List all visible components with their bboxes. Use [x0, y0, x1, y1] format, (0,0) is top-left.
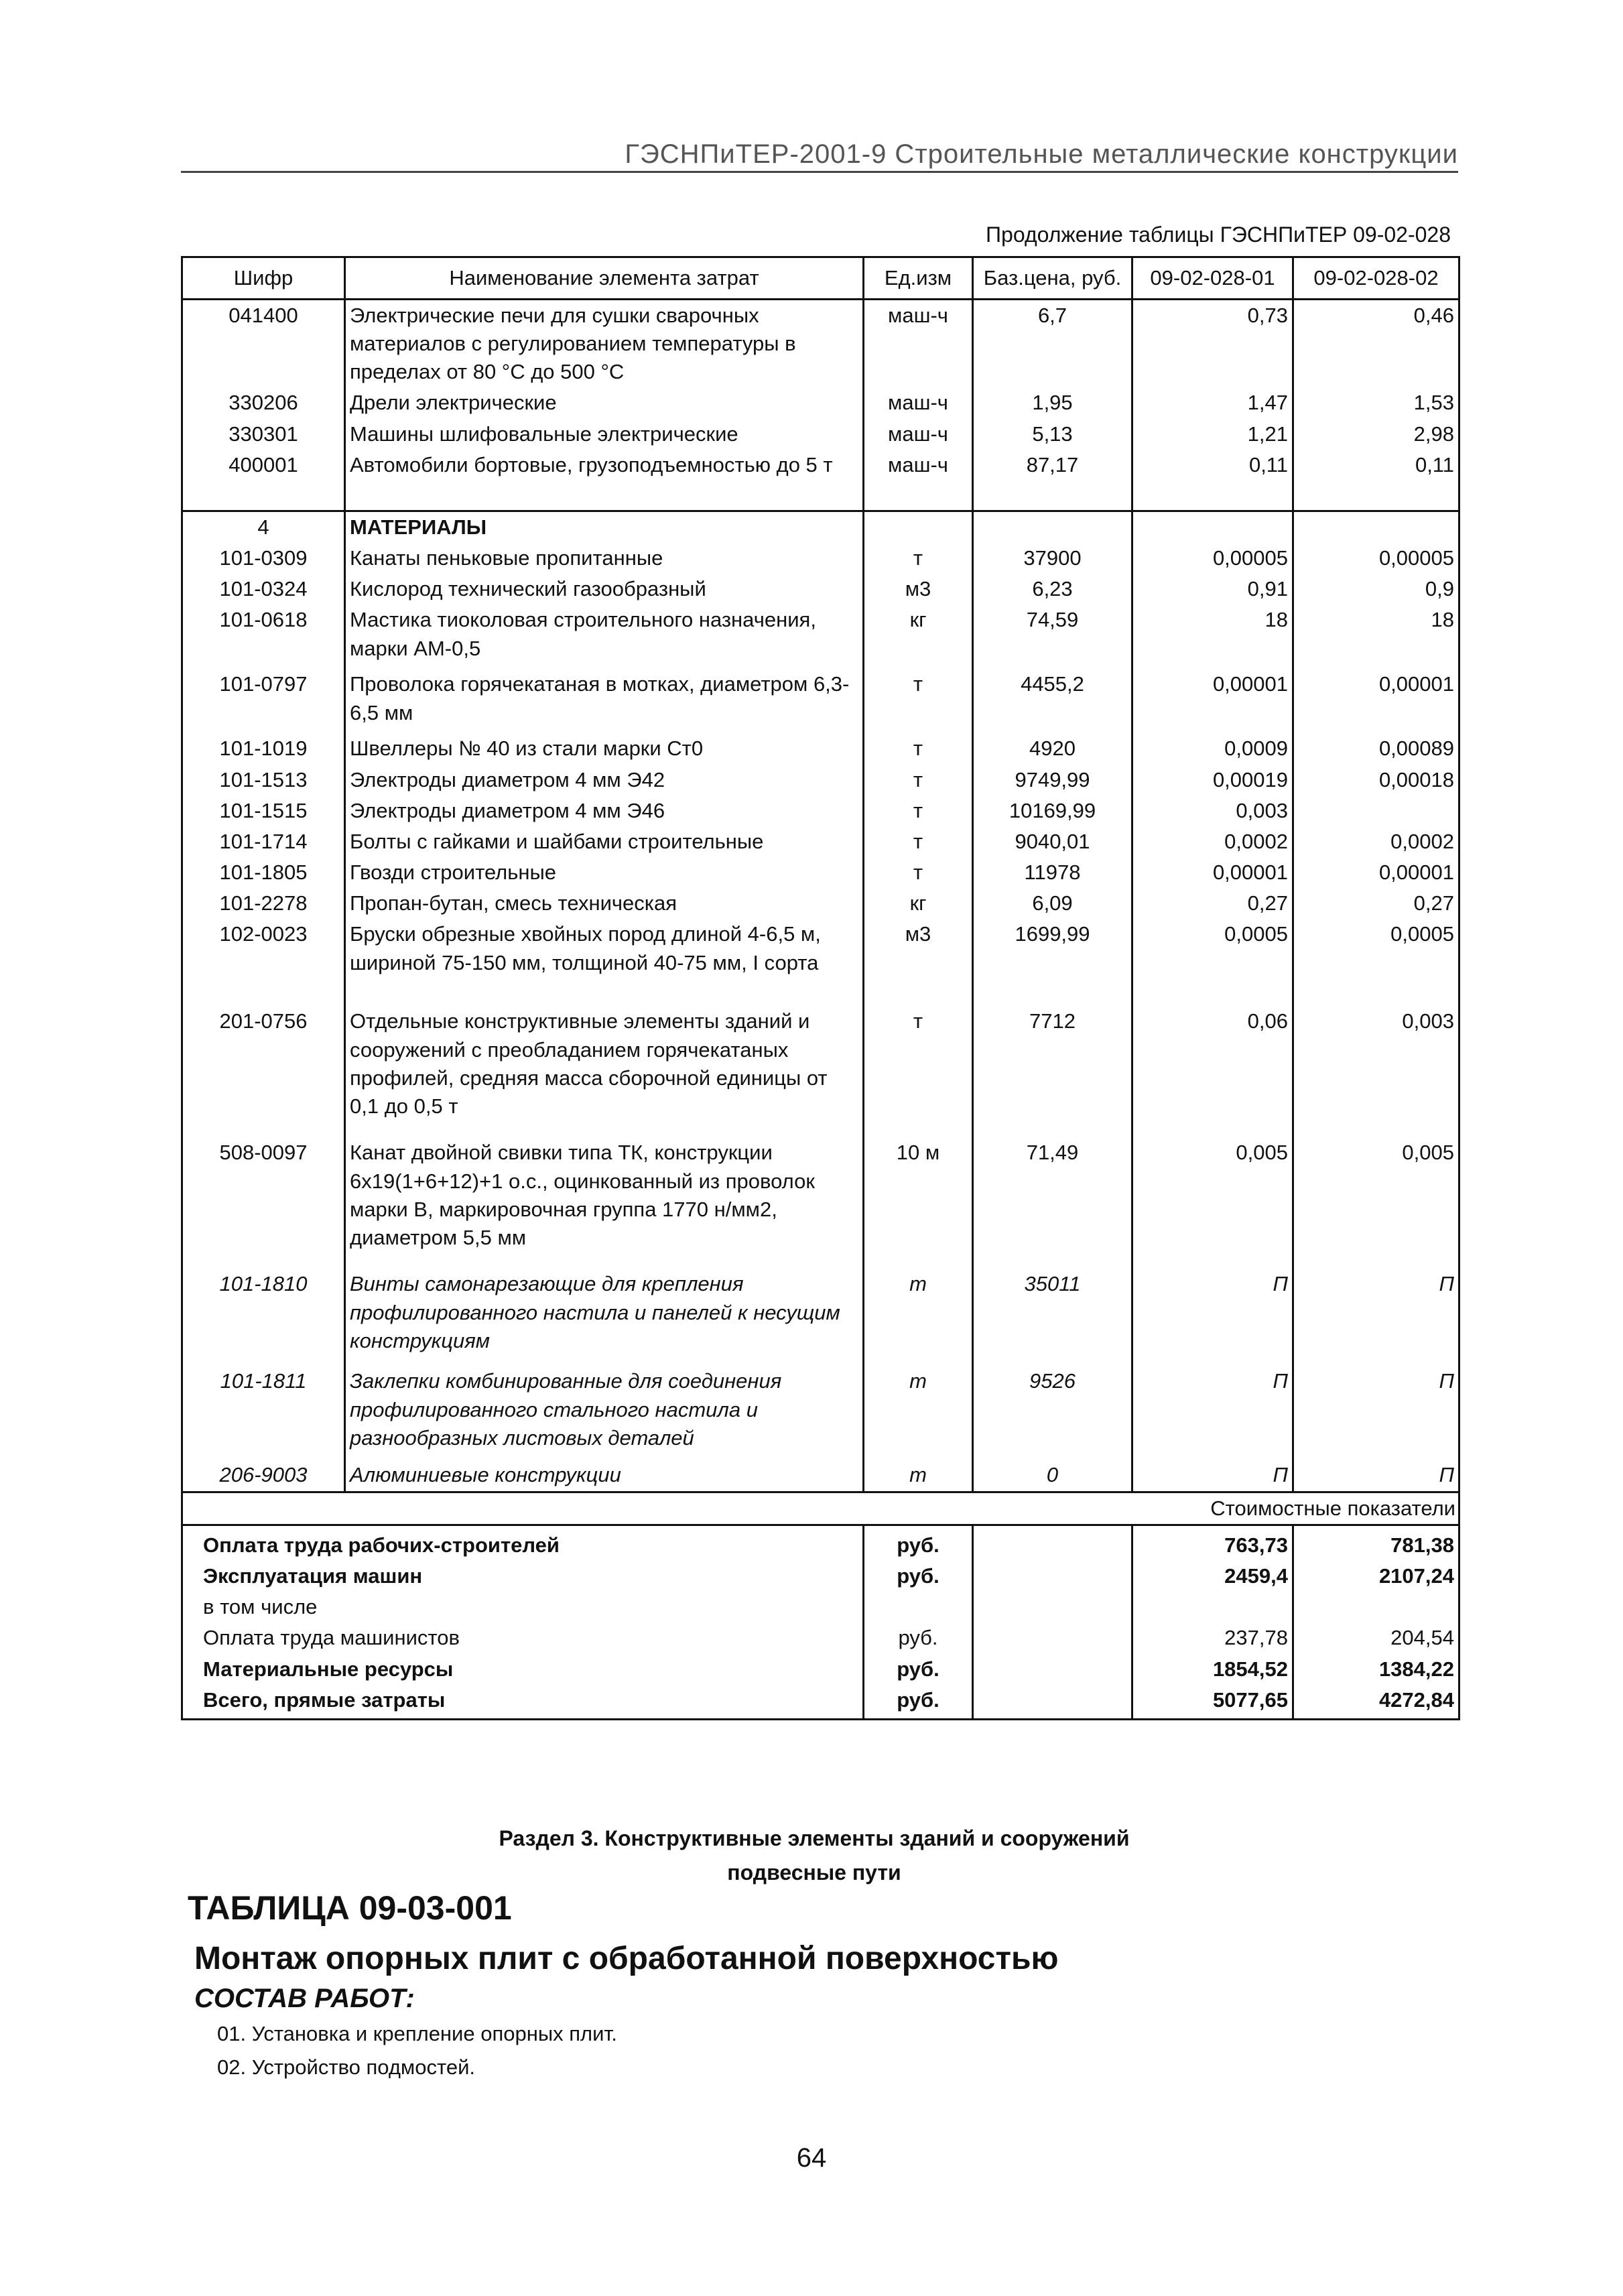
cell-name: Бруски обрезные хвойных пород длиной 4-6,5 м, шириной 75-150 мм, толщиной 40-75 мм, I сорта — [345, 919, 864, 1006]
cell-code: 101-1714 — [182, 826, 345, 857]
cell-value-2: 0,9 — [1293, 574, 1459, 604]
cell-name: Отдельные конструктивные элементы зданий и сооружений с преобладанием горячекатаных профилей, средняя масса сборочной единицы от 0,1 до 0,5 т — [345, 1006, 864, 1137]
cell-value-1: 0,11 — [1132, 450, 1293, 481]
cell-unit: т — [864, 826, 973, 857]
page-header: ГЭСНПиТЕР-2001-9 Строительные металлические конструкции — [181, 139, 1458, 173]
cell-price: 71,49 — [973, 1137, 1132, 1269]
cell-value-2: П — [1293, 1269, 1459, 1366]
list-item: 02. Устройство подмостей. — [217, 2055, 476, 2079]
cell-price: 6,23 — [973, 574, 1132, 604]
cell-name: Электроды диаметром 4 мм Э42 — [345, 765, 864, 795]
cell-value-1: 0,005 — [1132, 1137, 1293, 1269]
table-row — [182, 1460, 1459, 1492]
cell-price: 74,59 — [973, 604, 1132, 669]
resource-table — [181, 256, 1460, 1720]
summary-value-2: 2107,24 — [1293, 1561, 1459, 1592]
cost-indicators-label: Стоимостные показатели — [182, 1492, 1459, 1525]
summary-value-2 — [1293, 1592, 1459, 1622]
table-spacer-row — [182, 481, 1459, 511]
summary-name: Материальные ресурсы — [182, 1654, 864, 1685]
cell-code: 101-1019 — [182, 733, 345, 764]
cell-name: Машины шлифовальные электрические — [345, 419, 864, 450]
cell-value-2: П — [1293, 1460, 1459, 1492]
table-number-title: ТАБЛИЦА 09-03-001 — [188, 1889, 512, 1927]
summary-row — [182, 1654, 1459, 1685]
section-heading-line-2: подвесные пути — [727, 1860, 901, 1885]
cell-code: 101-2278 — [182, 888, 345, 919]
table-row — [182, 1137, 1459, 1269]
cell-code: 101-0797 — [182, 669, 345, 733]
table-row — [182, 450, 1459, 481]
cell-price: 1699,99 — [973, 919, 1132, 1006]
summary-unit: руб. — [864, 1622, 973, 1653]
column-header-variant-2: 09-02-028-02 — [1293, 257, 1459, 300]
summary-name: Всего, прямые затраты — [182, 1685, 864, 1720]
cell-unit: т — [864, 1460, 973, 1492]
cell-unit: кг — [864, 888, 973, 919]
table-continuation-caption: Продолжение таблицы ГЭСНПиТЕР 09-02-028 — [986, 222, 1451, 247]
cell-value-1: 0,0005 — [1132, 919, 1293, 1006]
section-number: 4 — [182, 511, 345, 543]
cell-name: Канат двойной свивки типа ТК, конструкции 6х19(1+6+12)+1 о.с., оцинкованный из проволок марки В, маркировочная группа 1770 н/мм2, диаметром 5,5 мм — [345, 1137, 864, 1269]
summary-value-2: 1384,22 — [1293, 1654, 1459, 1685]
summary-value-1: 5077,65 — [1132, 1685, 1293, 1720]
column-header-unit: Ед.изм — [864, 257, 973, 300]
cell-code: 102-0023 — [182, 919, 345, 1006]
cell-name: Электроды диаметром 4 мм Э46 — [345, 795, 864, 826]
cell-unit: т — [864, 543, 973, 574]
column-header-name: Наименование элемента затрат — [345, 257, 864, 300]
cell-price: 4920 — [973, 733, 1132, 764]
cell-code: 101-1805 — [182, 857, 345, 888]
cell-price: 5,13 — [973, 419, 1132, 450]
cell-unit: маш-ч — [864, 419, 973, 450]
table-row — [182, 419, 1459, 450]
cell-code: 101-0309 — [182, 543, 345, 574]
table-row — [182, 669, 1459, 733]
cell-unit: м3 — [864, 919, 973, 1006]
summary-name: Оплата труда рабочих-строителей — [182, 1525, 864, 1561]
page-number: 64 — [796, 2143, 827, 2173]
table-row — [182, 1006, 1459, 1137]
work-title: Монтаж опорных плит с обработанной поверхностью — [194, 1941, 1059, 1976]
cell-price: 9526 — [973, 1366, 1132, 1460]
cell-value-1: П — [1132, 1269, 1293, 1366]
cell-unit: маш-ч — [864, 450, 973, 481]
cell-price: 6,09 — [973, 888, 1132, 919]
summary-row — [182, 1525, 1459, 1561]
section-heading-line-1: Раздел 3. Конструктивные элементы зданий и сооружений — [499, 1826, 1130, 1850]
cell-code: 330206 — [182, 387, 345, 418]
section-title: МАТЕРИАЛЫ — [345, 511, 864, 543]
cell-price: 1,95 — [973, 387, 1132, 418]
cell-code: 041400 — [182, 300, 345, 388]
cell-unit: т — [864, 669, 973, 733]
cell-unit: т — [864, 1269, 973, 1366]
cell-unit: т — [864, 1366, 973, 1460]
cell-name: Электрические печи для сушки сварочных материалов с регулированием температуры в пределах от 80 °С до 500 °С — [345, 300, 864, 388]
cell-unit: т — [864, 733, 973, 764]
cell-value-2: 0,00001 — [1293, 857, 1459, 888]
cell-unit: м3 — [864, 574, 973, 604]
cell-price: 10169,99 — [973, 795, 1132, 826]
cell-name: Винты самонарезающие для крепления профилированного настила и панелей к несущим конструкциям — [345, 1269, 864, 1366]
cell-name: Автомобили бортовые, грузоподъемностью до 5 т — [345, 450, 864, 481]
cell-code: 201-0756 — [182, 1006, 345, 1137]
table-row — [182, 604, 1459, 669]
cell-code: 400001 — [182, 450, 345, 481]
cell-value-2: 0,003 — [1293, 1006, 1459, 1137]
cell-value-2: 2,98 — [1293, 419, 1459, 450]
cell-value-2: 1,53 — [1293, 387, 1459, 418]
summary-value-1: 763,73 — [1132, 1525, 1293, 1561]
summary-value-1: 2459,4 — [1132, 1561, 1293, 1592]
cell-value-1: 0,0002 — [1132, 826, 1293, 857]
cell-code: 101-1515 — [182, 795, 345, 826]
summary-unit: руб. — [864, 1654, 973, 1685]
cell-value-2: 0,00018 — [1293, 765, 1459, 795]
column-header-price: Баз.цена, руб. — [973, 257, 1132, 300]
cell-value-2 — [1293, 795, 1459, 826]
summary-name: в том числе — [182, 1592, 864, 1622]
cell-price: 4455,2 — [973, 669, 1132, 733]
cell-unit: т — [864, 857, 973, 888]
column-header-variant-1: 09-02-028-01 — [1132, 257, 1293, 300]
cell-unit: т — [864, 765, 973, 795]
cell-unit: маш-ч — [864, 300, 973, 388]
cell-code: 101-0324 — [182, 574, 345, 604]
table-row — [182, 387, 1459, 418]
cell-value-2: 0,0005 — [1293, 919, 1459, 1006]
cell-code: 101-1811 — [182, 1366, 345, 1460]
table-row — [182, 1366, 1459, 1460]
table-row — [182, 1269, 1459, 1366]
cell-price: 9040,01 — [973, 826, 1132, 857]
cell-value-2: 0,11 — [1293, 450, 1459, 481]
cell-name: Мастика тиоколовая строительного назначения, марки АМ-0,5 — [345, 604, 864, 669]
cell-unit: 10 м — [864, 1137, 973, 1269]
summary-unit: руб. — [864, 1685, 973, 1720]
cell-price: 0 — [973, 1460, 1132, 1492]
cell-name: Алюминиевые конструкции — [345, 1460, 864, 1492]
cell-value-2: 0,00005 — [1293, 543, 1459, 574]
cell-code: 101-0618 — [182, 604, 345, 669]
cell-name: Швеллеры № 40 из стали марки Ст0 — [345, 733, 864, 764]
summary-name: Эксплуатация машин — [182, 1561, 864, 1592]
cell-value-2: 18 — [1293, 604, 1459, 669]
table-row — [182, 795, 1459, 826]
cell-unit: т — [864, 795, 973, 826]
summary-value-1: 1854,52 — [1132, 1654, 1293, 1685]
cell-price: 6,7 — [973, 300, 1132, 388]
table-row — [182, 826, 1459, 857]
table-row — [182, 919, 1459, 1006]
table-row — [182, 765, 1459, 795]
composition-label: СОСТАВ РАБОТ: — [194, 1984, 415, 2013]
cell-value-1: 0,73 — [1132, 300, 1293, 388]
table-row — [182, 733, 1459, 764]
cell-name: Гвозди строительные — [345, 857, 864, 888]
cell-price: 35011 — [973, 1269, 1132, 1366]
cell-name: Кислород технический газообразный — [345, 574, 864, 604]
cell-code: 101-1810 — [182, 1269, 345, 1366]
works-list — [217, 2017, 617, 2084]
cell-value-1: 0,27 — [1132, 888, 1293, 919]
summary-value-1 — [1132, 1592, 1293, 1622]
cell-price: 11978 — [973, 857, 1132, 888]
summary-unit: руб. — [864, 1525, 973, 1561]
cell-unit: кг — [864, 604, 973, 669]
table-row — [182, 574, 1459, 604]
section-heading — [429, 1822, 1199, 1890]
summary-row — [182, 1592, 1459, 1622]
cell-name: Болты с гайками и шайбами строительные — [345, 826, 864, 857]
list-item: 01. Установка и крепление опорных плит. — [217, 2022, 617, 2045]
materials-section-row — [182, 511, 1459, 543]
cell-value-1: 0,00001 — [1132, 857, 1293, 888]
table-header-row — [182, 257, 1459, 300]
table-row — [182, 857, 1459, 888]
cell-value-2: 0,005 — [1293, 1137, 1459, 1269]
cell-value-1: 0,00019 — [1132, 765, 1293, 795]
cell-code: 101-1513 — [182, 765, 345, 795]
cell-value-1: 1,21 — [1132, 419, 1293, 450]
cell-name: Заклепки комбинированные для соединения профилированного стального настила и разнообразных листовых деталей — [345, 1366, 864, 1460]
summary-unit: руб. — [864, 1561, 973, 1592]
column-header-code: Шифр — [182, 257, 345, 300]
table-row — [182, 300, 1459, 388]
summary-value-2: 781,38 — [1293, 1525, 1459, 1561]
cell-value-1: П — [1132, 1460, 1293, 1492]
cell-value-1: П — [1132, 1366, 1293, 1460]
cell-code: 508-0097 — [182, 1137, 345, 1269]
cell-value-2: 0,46 — [1293, 300, 1459, 388]
cell-name: Проволока горячекатаная в мотках, диаметром 6,3-6,5 мм — [345, 669, 864, 733]
cell-value-1: 0,00005 — [1132, 543, 1293, 574]
cell-code: 330301 — [182, 419, 345, 450]
cell-value-2: П — [1293, 1366, 1459, 1460]
cell-code: 206-9003 — [182, 1460, 345, 1492]
summary-value-1: 237,78 — [1132, 1622, 1293, 1653]
cell-value-1: 0,91 — [1132, 574, 1293, 604]
summary-row — [182, 1622, 1459, 1653]
cost-indicators-row — [182, 1492, 1459, 1525]
cell-value-2: 0,0002 — [1293, 826, 1459, 857]
cell-value-2: 0,27 — [1293, 888, 1459, 919]
cell-value-1: 1,47 — [1132, 387, 1293, 418]
table-row — [182, 543, 1459, 574]
cell-value-1: 0,003 — [1132, 795, 1293, 826]
cell-name: Дрели электрические — [345, 387, 864, 418]
summary-row — [182, 1685, 1459, 1720]
cell-price: 9749,99 — [973, 765, 1132, 795]
cell-unit: т — [864, 1006, 973, 1137]
cell-value-1: 0,0009 — [1132, 733, 1293, 764]
cell-price: 87,17 — [973, 450, 1132, 481]
cell-value-1: 18 — [1132, 604, 1293, 669]
summary-value-2: 204,54 — [1293, 1622, 1459, 1653]
table-row — [182, 888, 1459, 919]
cell-price: 37900 — [973, 543, 1132, 574]
cell-value-1: 0,00001 — [1132, 669, 1293, 733]
summary-name: Оплата труда машинистов — [182, 1622, 864, 1653]
cell-price: 7712 — [973, 1006, 1132, 1137]
cell-value-2: 0,00001 — [1293, 669, 1459, 733]
cell-value-2: 0,00089 — [1293, 733, 1459, 764]
cell-unit: маш-ч — [864, 387, 973, 418]
cell-name: Пропан-бутан, смесь техническая — [345, 888, 864, 919]
summary-value-2: 4272,84 — [1293, 1685, 1459, 1720]
summary-row — [182, 1561, 1459, 1592]
cell-value-1: 0,06 — [1132, 1006, 1293, 1137]
summary-unit — [864, 1592, 973, 1622]
cell-name: Канаты пеньковые пропитанные — [345, 543, 864, 574]
